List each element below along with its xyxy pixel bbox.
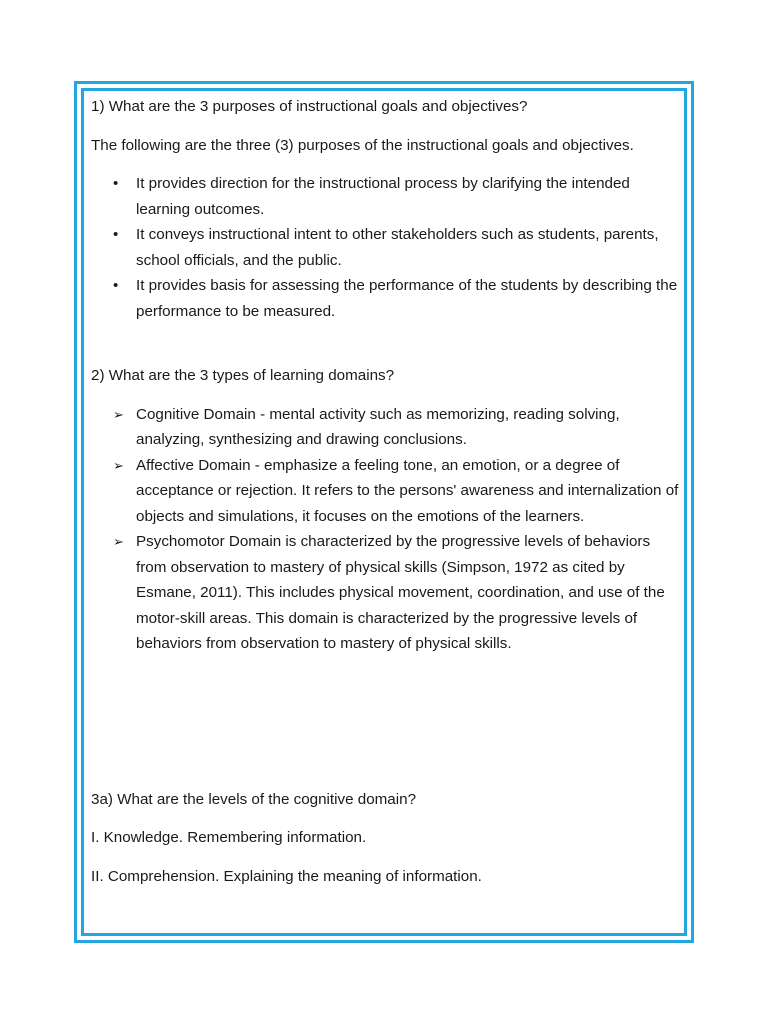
list-item — [91, 222, 683, 273]
list-item-text: It provides basis for assessing the performance of the students by describing the performance to be measured. — [136, 277, 678, 320]
list-item — [91, 273, 683, 324]
list-item — [91, 453, 683, 530]
arrow-bullet-icon: ➢ — [113, 406, 124, 422]
bullet-icon: • — [113, 226, 119, 243]
bullet-icon: • — [113, 175, 119, 192]
list-item-text: Cognitive Domain - mental activity such as memorizing, reading solving, analyzing, synthesizing and drawing conclusions. — [136, 405, 620, 448]
document-content — [91, 94, 683, 889]
purposes-list — [91, 171, 683, 324]
arrow-bullet-icon: ➢ — [113, 457, 124, 473]
question-1: 1) What are the 3 purposes of instructional goals and objectives? — [91, 98, 528, 115]
question-1-intro: The following are the three (3) purposes of the instructional goals and objectives. — [91, 136, 634, 154]
cognitive-level-1: I. Knowledge. Remembering information. — [91, 829, 367, 846]
list-item-text: Psychomotor Domain is characterized by the progressive levels of behaviors from observation to mastery of physical skills (Simpson, 1972 as cited by Esmane, 2011). This includes physical movement, coordination, and use of the motor-skill areas. This domain is characterized by the progressive levels of behaviors from observation to mastery of physical skills. — [136, 533, 665, 652]
question-3a: 3a) What are the levels of the cognitive domain? — [91, 790, 417, 808]
cognitive-level-2: II. Comprehension. Explaining the meaning of information. — [91, 867, 482, 885]
domains-list — [91, 402, 683, 657]
arrow-bullet-icon: ➢ — [113, 534, 124, 549]
list-item — [91, 171, 683, 222]
question-2: 2) What are the 3 types of learning domains? — [91, 367, 395, 384]
list-item-text: Affective Domain - emphasize a feeling tone, an emotion, or a degree of acceptance or rejection. It refers to the persons' awareness and internalization of objects and simulations, it focuses on the emotions of the learners. — [136, 456, 679, 525]
bullet-icon: • — [113, 277, 119, 294]
list-item-text: It provides direction for the instructional process by clarifying the intended learning outcomes. — [136, 175, 630, 218]
list-item — [91, 402, 683, 453]
list-item — [91, 529, 683, 657]
list-item-text: It conveys instructional intent to other stakeholders such as students, parents, school officials, and the public. — [136, 226, 659, 269]
